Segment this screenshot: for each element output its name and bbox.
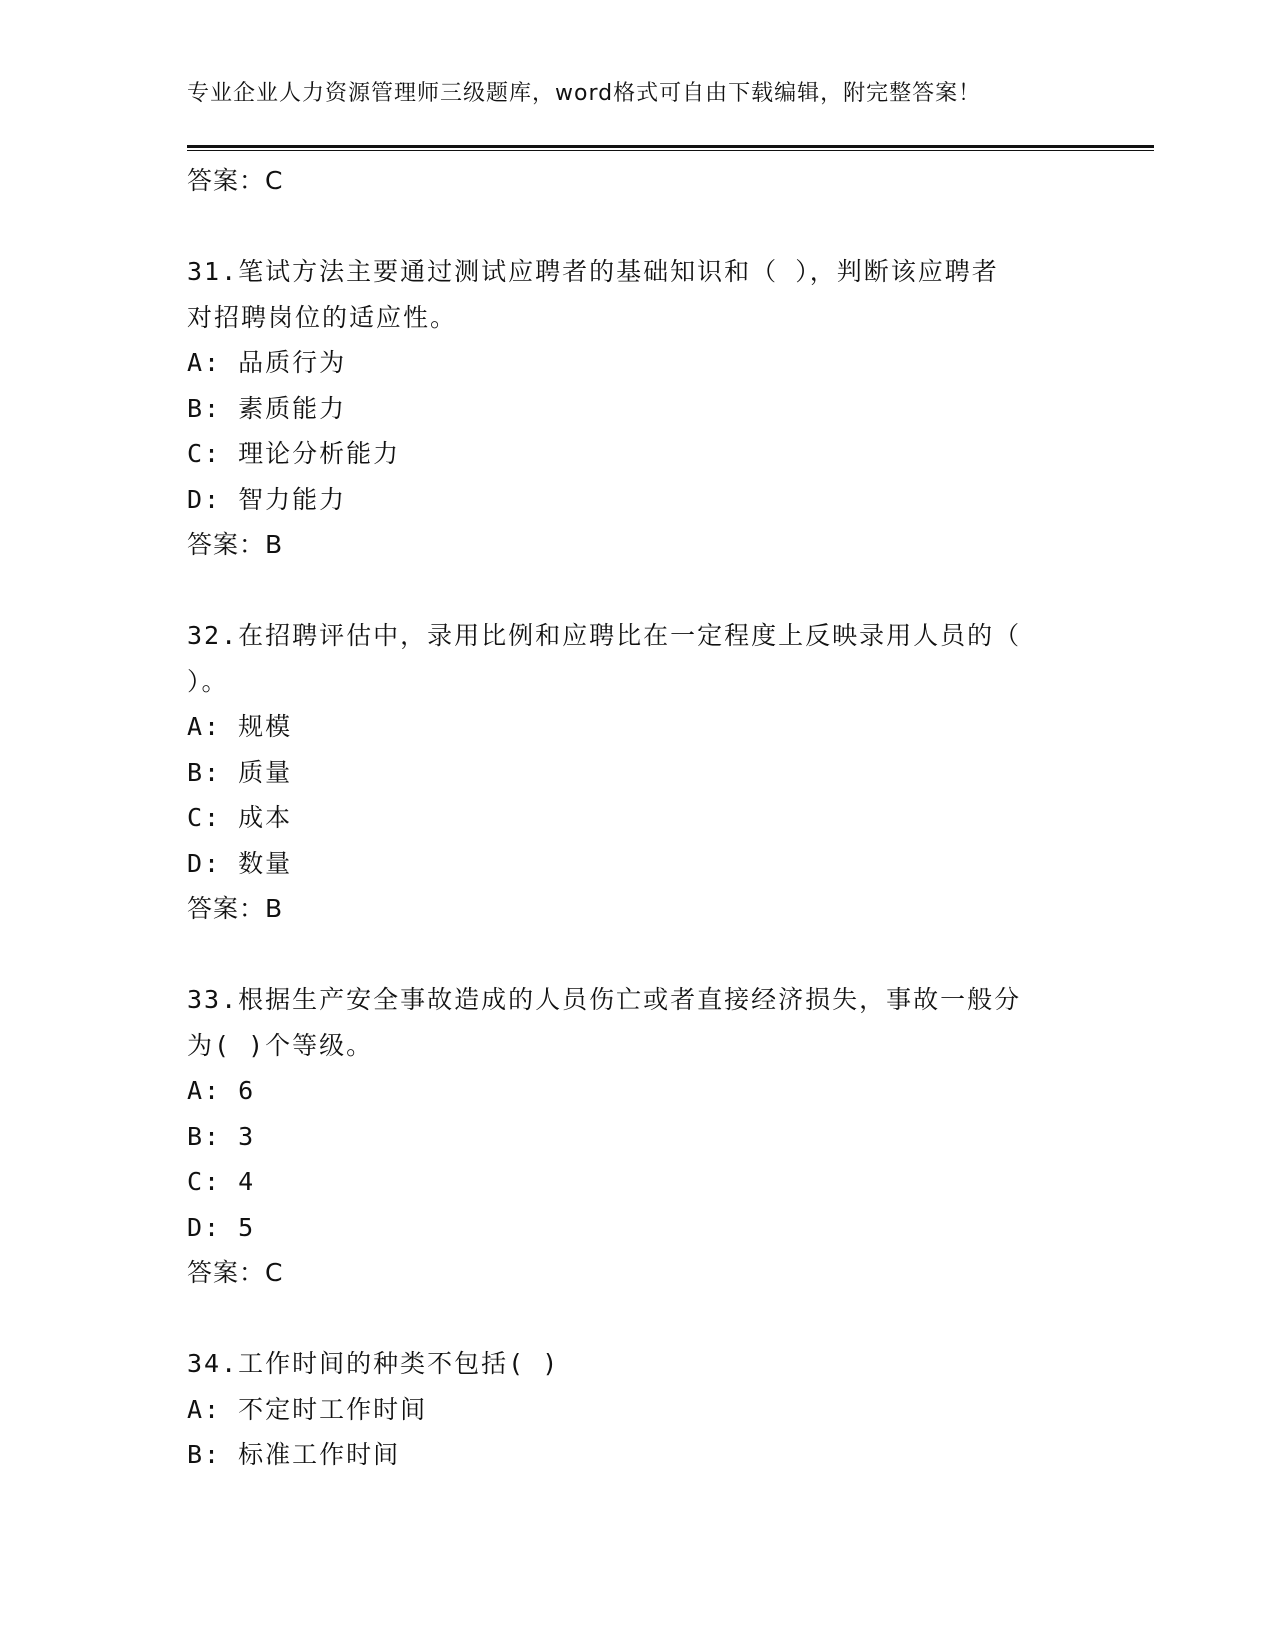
spacer	[187, 568, 1087, 614]
question-33-option-c: C: 4	[187, 1167, 256, 1196]
question-32-option-a: A: 规模	[187, 712, 293, 741]
question-32-option-d: D: 数量	[187, 848, 293, 878]
question-32-answer: 答案：B	[187, 894, 284, 923]
question-31-option-c: C: 理论分析能力	[187, 439, 401, 468]
question-list	[187, 158, 1087, 1478]
question-33-answer: 答案：C	[187, 1258, 284, 1287]
question-33-option-b: B: 3	[187, 1121, 256, 1151]
page-header: 专业企业人力资源管理师三级题库，word格式可自由下载编辑，附完整答案！	[187, 81, 982, 106]
question-33-stem-line-2: 为( )个等级。	[187, 1030, 374, 1060]
question-31-option-d: D: 智力能力	[187, 484, 347, 514]
question-31-option-a: A: 品质行为	[187, 348, 347, 377]
question-32-option-c: C: 成本	[187, 803, 293, 832]
question-33-option-a: A: 6	[187, 1076, 256, 1105]
question-34-option-a: A: 不定时工作时间	[187, 1394, 428, 1424]
header-divider	[187, 145, 1154, 151]
question-31-stem-line-1: 31.笔试方法主要通过测试应聘者的基础知识和（ ），判断该应聘者	[187, 257, 999, 286]
question-33-option-d: D: 5	[187, 1212, 256, 1242]
previous-answer: 答案：C	[187, 166, 284, 195]
spacer	[187, 204, 1087, 250]
spacer	[187, 932, 1087, 978]
question-31-stem-line-2: 对招聘岗位的适应性。	[187, 302, 458, 332]
question-32-stem-line-2: ）。	[187, 666, 229, 696]
question-34-option-b: B: 标准工作时间	[187, 1440, 401, 1469]
question-31-option-b: B: 素质能力	[187, 393, 347, 423]
spacer	[187, 1296, 1087, 1342]
question-32-stem-line-1: 32.在招聘评估中，录用比例和应聘比在一定程度上反映录用人员的（	[187, 621, 1022, 650]
question-34-stem-line-1: 34.工作时间的种类不包括( )	[187, 1349, 560, 1378]
question-33-stem-line-1: 33.根据生产安全事故造成的人员伤亡或者直接经济损失，事故一般分	[187, 985, 1022, 1014]
question-31-answer: 答案：B	[187, 530, 284, 559]
question-32-option-b: B: 质量	[187, 757, 293, 787]
